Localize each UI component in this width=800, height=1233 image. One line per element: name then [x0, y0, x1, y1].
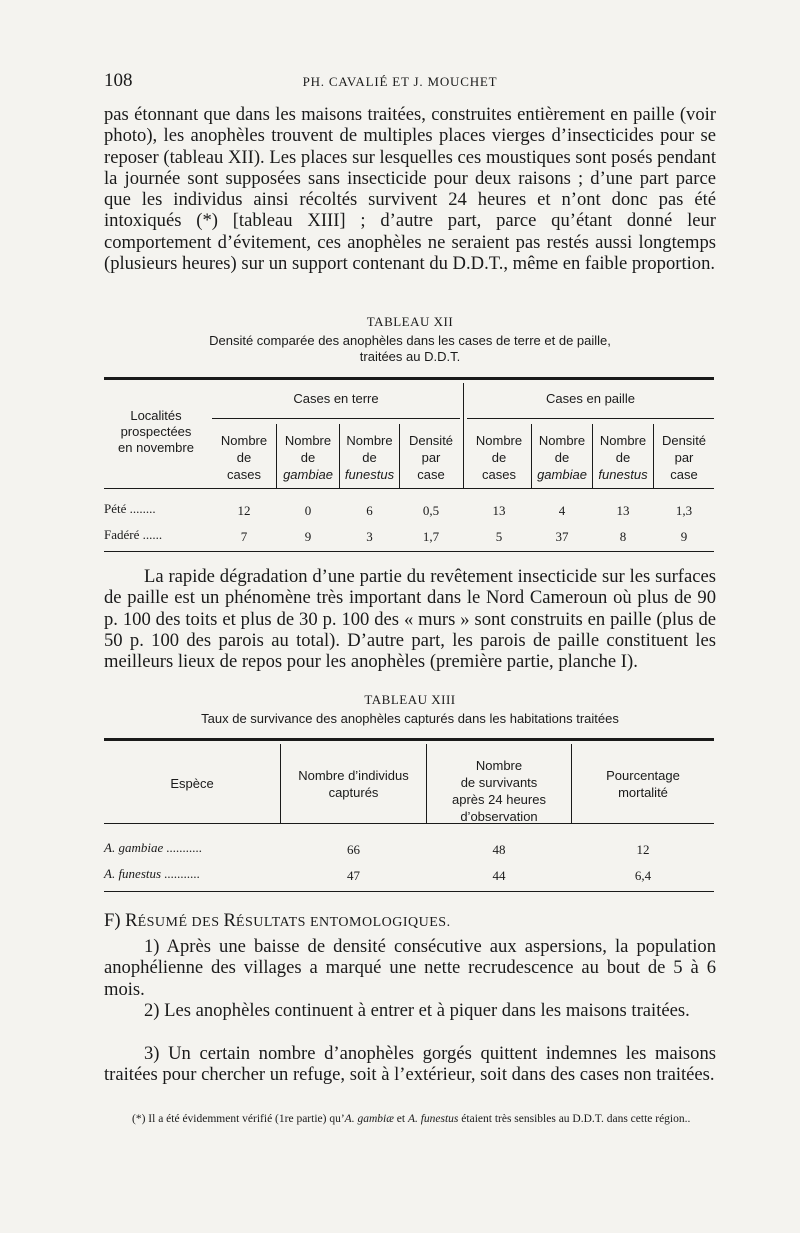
table12-caption	[120, 333, 700, 365]
table13-caption: Taux de survivance des anophèles capturés dans les habitations traitées	[201, 711, 619, 726]
col-header-line: de	[362, 450, 377, 465]
table12-col-header	[593, 432, 653, 483]
header-line: Nombre	[475, 758, 523, 773]
section-f-item-3: 3) Un certain nombre d’anophèles gorgés quittent indemnes les maisons traitées pour chercher un refuge, soit à l’extérieur, soit dans des cases non traitées.	[104, 1043, 716, 1086]
table12-col-header	[400, 432, 462, 483]
table13-row-label: A. funestus ...........	[104, 866, 201, 881]
header-line: Nombre d’individus	[298, 768, 409, 783]
header-line: Pourcentage	[606, 768, 680, 783]
table12-group-rule-terre	[212, 418, 460, 419]
header-line: après 24 heures	[452, 792, 546, 807]
col-header-line: case	[417, 467, 445, 482]
col-header-line: gambiae	[283, 467, 333, 482]
table12-col-header	[277, 432, 339, 483]
table12-row-header	[104, 408, 208, 456]
table12-cell: 9	[680, 529, 688, 544]
footnote-ordinal: 1re	[278, 1113, 294, 1125]
table12-caption-line1: Densité comparée des anophèles dans les cases de terre et de paille,	[209, 333, 611, 348]
section-f-item-2: 2) Les anophèles continuent à entrer et à piquer dans les maisons traitées.	[144, 1000, 690, 1021]
table13-header-survivants	[427, 757, 571, 825]
footnote-text: Il a été évidemment vérifié (	[145, 1113, 279, 1125]
footnote-species: A. funestus	[407, 1113, 459, 1125]
table13-cell: 12	[636, 842, 650, 857]
col-header-line: Nombre	[475, 433, 523, 448]
col-header-line: gambiae	[537, 467, 587, 482]
table12-cell: 6	[366, 503, 373, 518]
heading-smallcaps: ÉSULTATS ENTOMOLOGIQUES.	[235, 915, 451, 930]
table12-group-rule-paille	[467, 418, 714, 419]
header-line: mortalité	[618, 785, 668, 800]
table12-col-header	[532, 432, 592, 483]
col-header-line: de	[491, 450, 507, 465]
table12-cell: 5	[495, 529, 503, 544]
locality: Fadéré	[104, 527, 140, 542]
table12-cell: 37	[555, 529, 569, 544]
col-header-line: par	[674, 450, 694, 465]
col-header-line: Densité	[661, 433, 707, 448]
heading-smallcaps: ÉSUMÉ DES	[137, 915, 224, 930]
col-header-line: cases	[482, 467, 516, 482]
table12-col-header	[467, 432, 531, 483]
table12-cell: 3	[366, 529, 373, 544]
table13-header-individus	[281, 767, 426, 801]
heading-letter: R	[223, 910, 236, 931]
col-header-line: de	[615, 450, 631, 465]
table12-cell: 8	[619, 529, 627, 544]
table12-cell: 1,3	[675, 503, 693, 518]
page-number: 108	[104, 70, 133, 91]
table13-cell: 44	[492, 868, 506, 883]
table12-row-label: Fadéré ......	[104, 527, 163, 542]
header-line: de survivants	[460, 775, 538, 790]
table12-header-rule	[104, 488, 714, 489]
footnote-text: et	[393, 1113, 408, 1125]
row-header-line: en novembre	[118, 440, 194, 455]
table12-row-label: Pété ........	[104, 501, 156, 516]
table12-col-header	[340, 432, 399, 483]
footnote-species: A. gambiæ	[344, 1113, 394, 1125]
col-header-line: funestus	[598, 467, 648, 482]
col-header-line: Nombre	[284, 433, 332, 448]
locality: Pété	[104, 501, 127, 516]
table13-title: TABLEAU XIII	[364, 692, 456, 707]
col-header-line: funestus	[344, 467, 395, 482]
col-header-line: de	[554, 450, 570, 465]
table12-group-paille: Cases en paille	[546, 391, 635, 406]
row-header-line: Localités	[130, 408, 182, 423]
col-header-line: Nombre	[599, 433, 647, 448]
paragraph-1: pas étonnant que dans les maisons traitées, construites entièrement en paille (voir photo), les anophèles trouvent de multiples places vierges d’insecticides pour se reposer (tableau XII). Les places sur lesquelles ces moustiques sont posés pendant la journée sont supposées sans insecticide pour deux raisons ; d’une part parce que les individus ainsi récoltés survivent 24 heures et n’ont donc pas été intoxiqués (*) [tableau XIII] ; d’autre part, parce qu’étant donné leur comportement d’évitement, ces anophèles ne seraient pas restés aussi longtemps (plusieurs heures) sur un support contenant du D.D.T., même en faible proportion.	[104, 104, 716, 275]
table13-header-espece: Espèce	[170, 776, 214, 791]
table12-cell: 1,7	[422, 529, 440, 544]
header-line: d’observation	[460, 809, 538, 824]
col-header-line: Nombre	[346, 433, 393, 448]
running-head: PH. CAVALIÉ ET J. MOUCHET	[302, 74, 498, 89]
paragraph-2: La rapide dégradation d’une partie du revêtement insecticide sur les surfaces de paille est un phénomène très important dans le Nord Cameroun où plus de 90 p. 100 des toits et plus de 30 p. 100 des « murs » sont construits en paille (plus de 50 p. 100 des parois au total). D’autre part, les parois de paille constituent les meilleurs lieux de repos pour les anophèles (première partie, planche I).	[104, 566, 716, 673]
table13-cell: 48	[492, 842, 506, 857]
table12-cell: 4	[558, 503, 566, 518]
table12-group-divider	[463, 383, 464, 488]
species: A. funestus	[104, 866, 162, 881]
footnote-mark: (*)	[132, 1113, 146, 1125]
table13-header-rule	[104, 823, 714, 824]
col-header-line: de	[236, 450, 252, 465]
table13-cell: 47	[347, 868, 360, 883]
row-header-line: prospectées	[120, 424, 192, 439]
species: A. gambiae	[104, 840, 164, 855]
table12-bottom-rule	[104, 551, 714, 552]
table12-top-rule	[104, 377, 714, 380]
table12-col-header	[212, 432, 276, 483]
table12-title: TABLEAU XII	[366, 314, 454, 329]
table12-cell: 0	[304, 503, 312, 518]
col-header-line: Densité	[408, 433, 454, 448]
table13-row-label: A. gambiae ...........	[104, 840, 203, 855]
heading-letter: F) R	[104, 910, 138, 931]
footnote	[104, 1112, 716, 1126]
table13-header-mortalite	[572, 767, 714, 801]
col-header-line: de	[300, 450, 316, 465]
col-header-line: Nombre	[220, 433, 268, 448]
table12-cell: 9	[304, 529, 312, 544]
table13-cell: 6,4	[634, 868, 652, 883]
col-header-line: case	[670, 467, 698, 482]
table12-col-header	[654, 432, 714, 483]
section-f-heading	[104, 910, 451, 932]
table12-cell: 0,5	[422, 503, 440, 518]
table12-cell: 12	[237, 503, 251, 518]
table12-cell: 13	[492, 503, 506, 518]
table13-cell: 66	[347, 842, 360, 857]
table12-cell: 13	[616, 503, 630, 518]
table13-top-rule	[104, 738, 714, 741]
table13-bottom-rule	[104, 891, 714, 892]
footnote-text: partie) qu’	[293, 1113, 345, 1125]
table12-group-terre: Cases en terre	[293, 391, 379, 406]
section-f-item-1: 1) Après une baisse de densité consécutive aux aspersions, la population anophélienne des villages a marqué une nette recrudescence au bout de 5 à 6 mois.	[104, 936, 716, 1000]
table12-cell: 7	[240, 529, 248, 544]
footnote-text: étaient très sensibles au D.D.T. dans cette région..	[458, 1113, 691, 1125]
col-header-line: Nombre	[538, 433, 586, 448]
table12-caption-line2: traitées au D.D.T.	[359, 349, 461, 364]
header-line: capturés	[328, 785, 379, 800]
col-header-line: par	[421, 450, 441, 465]
col-header-line: cases	[227, 467, 261, 482]
